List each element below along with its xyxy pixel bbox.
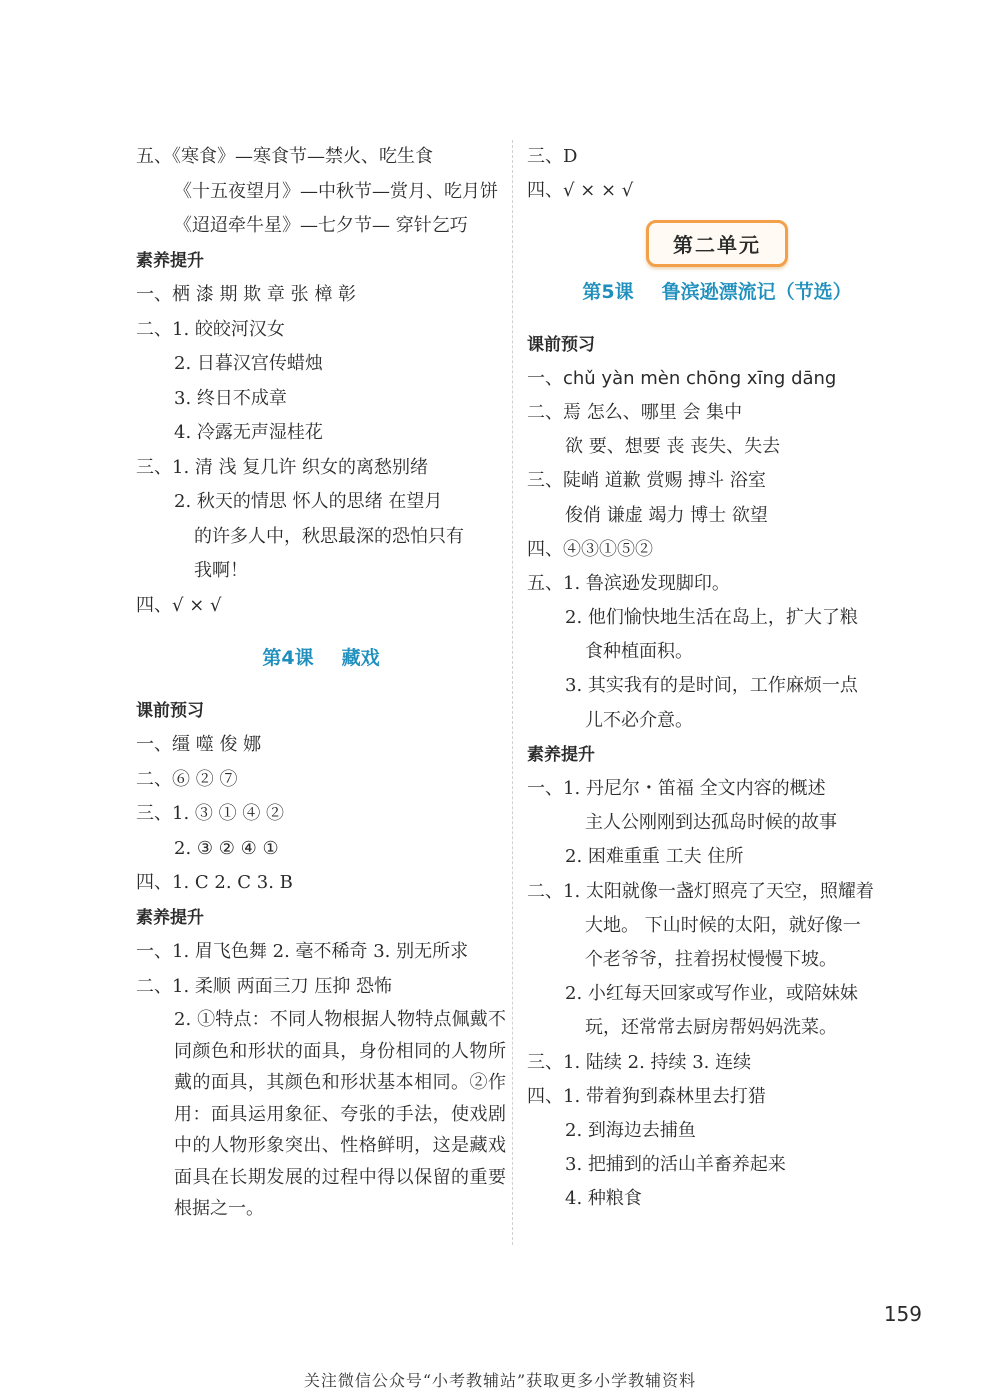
answer-line: 《迢迢牵牛星》—七夕节— 穿针乞巧 (174, 215, 468, 236)
answer-line: 我啊！ (194, 560, 248, 581)
column-divider (512, 140, 513, 1245)
section-heading: 素养提升 (527, 744, 595, 765)
answer-line: 二、1. 皎皎河汉女 (136, 318, 285, 340)
answer-line: 二、焉 怎么、哪里 会 集中 (527, 401, 743, 423)
answer-line: 一、chǔ yàn mèn chōng xīng dāng (527, 367, 837, 389)
answer-line: 儿不必介意。 (585, 709, 693, 731)
answer-line: 欲 要、想要 丧 丧失、失去 (565, 436, 781, 458)
section-heading: 课前预习 (136, 700, 204, 721)
answer-line: 四、④③①⑤② (527, 538, 653, 560)
answer-line: 3. 终日不成章 (174, 387, 287, 409)
answer-line: 一、1. 眉飞色舞 2. 毫不稀奇 3. 别无所求 (136, 941, 469, 962)
answer-line: 4. 种粮食 (565, 1188, 642, 1210)
answer-line: 3. 其实我有的是时间，工作麻烦一点 (565, 675, 858, 697)
unit-title: 第二单元 (646, 220, 788, 267)
answer-line: 2. ③ ② ④ ① (174, 837, 279, 859)
answer-line: 的许多人中，秋思最深的恐怕只有 (194, 525, 464, 547)
answer-line: 三、D (527, 146, 578, 167)
answer-paragraph: 2. ①特点：不同人物根据人物特点佩戴不同颜色和形状的面具，身份相同的人物所戴的面具，其颜色和形状基本相同。②作用：面具运用象征、夸张的手法，使戏剧中的人物形象突出、性格鲜明，这是藏戏面具在长期发展的过程中得以保留的重要根据之一。 (174, 1009, 506, 1219)
answer-line: 一、缰 噬 俊 娜 (136, 734, 262, 755)
answer-line: 五、《寒食》—寒食节—禁火、吃生食 (136, 146, 433, 167)
answer-line: 三、1. 清 浅 复几许 织女的离愁别绪 (136, 456, 429, 478)
right-column (527, 140, 907, 1216)
answer-line: 四、1. C 2. C 3. B (136, 872, 293, 893)
answer-line: 二、⑥ ② ⑦ (136, 768, 238, 790)
answer-line: 三、陡峭 道歉 赏赐 搏斗 浴室 (527, 470, 766, 492)
answer-line: 2. 他们愉快地生活在岛上，扩大了粮 (565, 607, 858, 629)
answer-line: 《十五夜望月》—中秋节—赏月、吃月饼 (174, 180, 498, 202)
answer-line: 玩，还常常去厨房帮妈妈洗菜。 (585, 1017, 837, 1039)
answer-line: 个老爷爷，拄着拐杖慢慢下坡。 (585, 948, 837, 970)
answer-line: 3. 把捕到的活山羊畜养起来 (565, 1154, 786, 1176)
answer-line: 四、√ × √ (136, 594, 222, 616)
answer-line: 2. 困难重重 工夫 住所 (565, 846, 744, 868)
lesson-number: 第4课 (262, 647, 314, 669)
answer-line: 二、1. 太阳就像一盏灯照亮了天空，照耀着 (527, 880, 874, 902)
lesson-name: 鲁滨逊漂流记（节选） (661, 281, 852, 304)
answer-line: 五、1. 鲁滨逊发现脚印。 (527, 572, 730, 594)
section-heading: 课前预习 (527, 334, 595, 355)
lesson-name: 藏戏 (341, 647, 380, 669)
left-column (136, 140, 506, 1225)
answer-line: 主人公刚刚到达孤岛时候的故事 (585, 812, 837, 834)
answer-line: 大地。 下山时候的太阳，就好像一 (585, 914, 861, 936)
section-heading: 素养提升 (136, 250, 204, 271)
unit-banner (527, 208, 907, 275)
answer-line: 三、1. ③ ① ④ ② (136, 803, 285, 824)
answer-line: 四、√ × × √ (527, 180, 634, 202)
answer-line: 俊俏 谦虚 竭力 博士 欲望 (565, 504, 768, 526)
answer-line: 三、1. 陆续 2. 持续 3. 连续 (527, 1051, 752, 1073)
answer-line: 一、栖 漆 期 欺 章 张 樟 彰 (136, 284, 357, 305)
answer-line: 2. 日暮汉宫传蜡烛 (174, 353, 323, 374)
page-number: 159 (883, 1302, 922, 1326)
answer-line: 一、1. 丹尼尔・笛福 全文内容的概述 (527, 778, 826, 799)
lesson-title (136, 641, 506, 676)
answer-line: 4. 冷露无声湿桂花 (174, 422, 323, 443)
lesson-title (527, 275, 907, 309)
section-heading: 素养提升 (136, 907, 204, 928)
lesson-number: 第5课 (582, 281, 634, 304)
answer-line: 食种植面积。 (585, 641, 693, 663)
footer-note: 关注微信公众号“小考教辅站”获取更多小学教辅资料 (303, 1371, 697, 1390)
answer-line: 二、1. 柔顺 两面三刀 压抑 恐怖 (136, 975, 393, 997)
answer-line: 2. 秋天的情思 怀人的思绪 在望月 (174, 491, 443, 512)
answer-line: 四、1. 带着狗到森林里去打猎 (527, 1085, 766, 1107)
answer-line: 2. 到海边去捕鱼 (565, 1119, 696, 1141)
answer-line: 2. 小红每天回家或写作业，或陪妹妹 (565, 983, 858, 1005)
